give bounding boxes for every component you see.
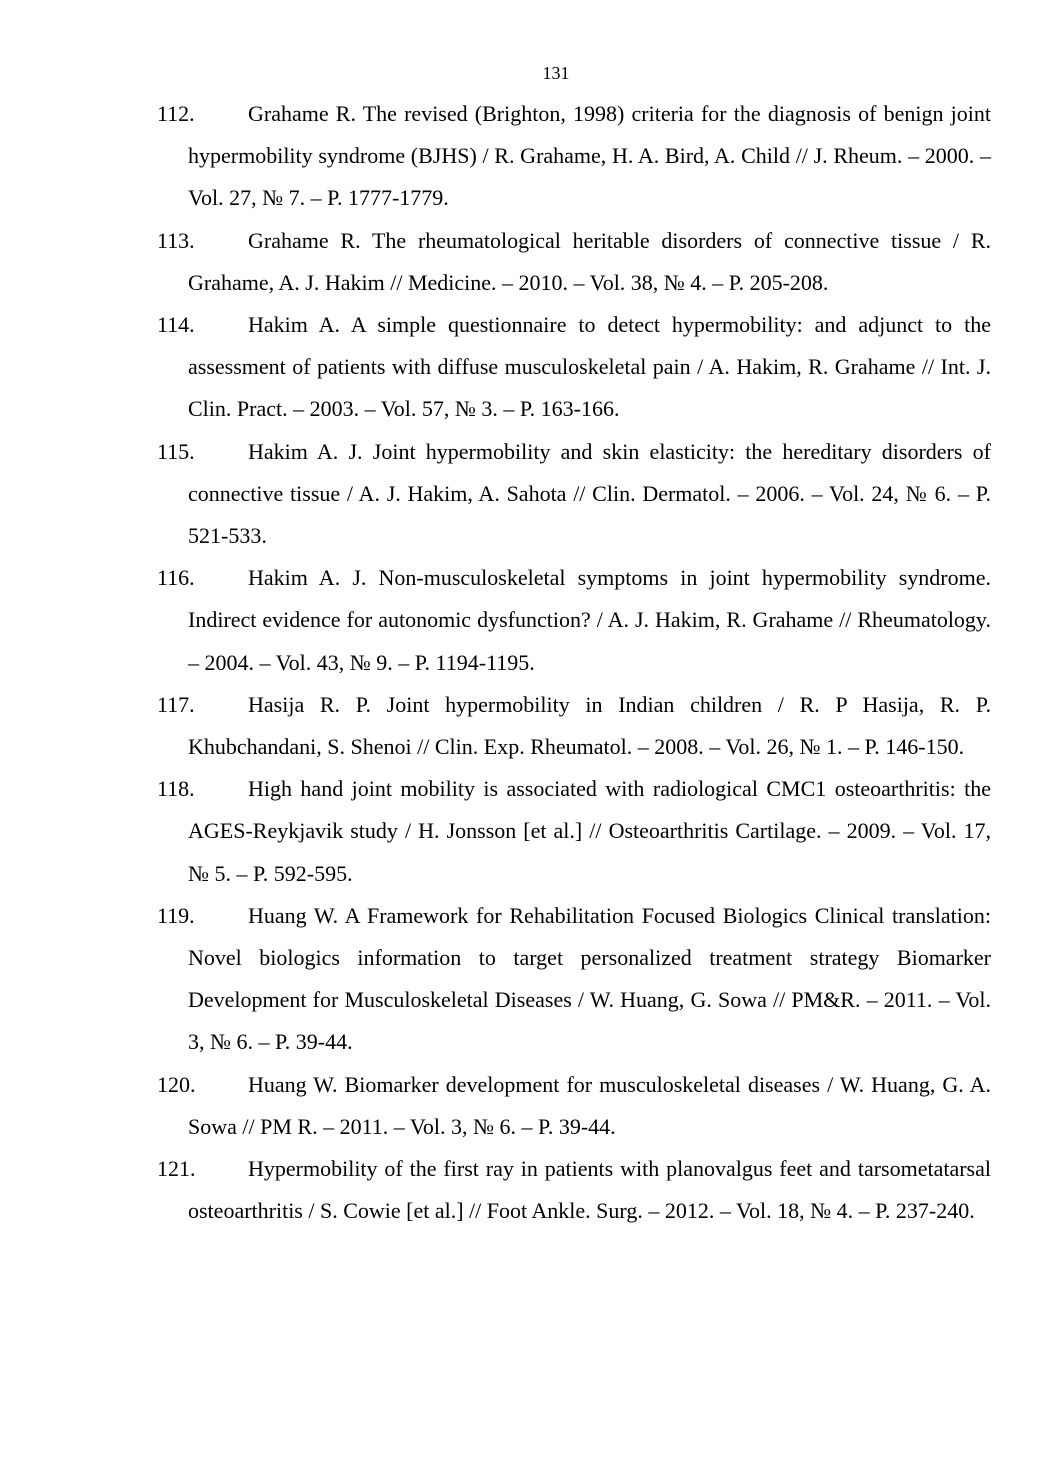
reference-item	[157, 768, 991, 895]
reference-list	[157, 93, 991, 1232]
reference-text: Grahame R. The rheumatological heritable disorders of connective tissue / R. Grahame, A. J. Hakim // Medicine. – 2010. – Vol. 38, № 4. – P. 205-208.	[188, 227, 991, 295]
reference-item	[157, 93, 991, 220]
reference-number: 120.	[157, 1071, 196, 1097]
reference-item	[157, 684, 991, 768]
reference-text: Hakim A. J. Non-musculoskeletal symptoms in joint hypermobility syndrome. Indirect evidence for autonomic dysfunction? / A. J. Hakim, R. Grahame // Rheumatology. – 2004. – Vol. 43, № 9. – P. 1194-1195.	[188, 565, 991, 675]
reference-item	[157, 304, 991, 431]
reference-item	[157, 557, 991, 684]
reference-text: Hakim A. A simple questionnaire to detect hypermobility: and adjunct to the assessment of patients with diffuse musculoskeletal pain / A. Hakim, R. Grahame // Int. J. Clin. Pract. – 2003. – Vol. 57, № 3. – P. 163-166.	[188, 312, 991, 422]
reference-text: Hakim A. J. Joint hypermobility and skin elasticity: the hereditary disorders of connective tissue / A. J. Hakim, A. Sahota // Clin. Dermatol. – 2006. – Vol. 24, № 6. – P. 521-533.	[188, 438, 991, 549]
reference-number: 121.	[157, 1156, 196, 1182]
reference-text: Hypermobility of the first ray in patients with planovalgus feet and tarsometatarsal osteoarthritis / S. Cowie [et al.] // Foot Ankle. Surg. – 2012. – Vol. 18, № 4. – P. 237-240.	[188, 1156, 991, 1224]
reference-text: Hasija R. P. Joint hypermobility in Indian children / R. P Hasija, R. P. Khubchandani, S. Shenoi // Clin. Exp. Rheumatol. – 2008. – Vol. 26, № 1. – P. 146-150.	[188, 691, 991, 760]
reference-text: Huang W. A Framework for Rehabilitation Focused Biologics Clinical translation: Novel biologics information to target personalized treatment strategy Biomarker Development for Musculoskeletal Diseases / W. Huang, G. Sowa // PM&R. – 2011. – Vol. 3, № 6. – P. 39-44.	[188, 902, 991, 1055]
reference-number: 117.	[157, 691, 195, 717]
reference-text: Grahame R. The revised (Brighton, 1998) criteria for the diagnosis of benign joint hypermobility syndrome (BJHS) / R. Grahame, H. A. Bird, A. Child // J. Rheum. – 2000. – Vol. 27, № 7. – P. 1777-1779.	[188, 101, 991, 211]
reference-item	[157, 431, 991, 558]
reference-item	[157, 1148, 991, 1232]
reference-item	[157, 220, 991, 304]
page-number: 131	[542, 63, 570, 83]
reference-item	[157, 895, 991, 1064]
reference-number: 112.	[157, 101, 195, 126]
reference-text: Huang W. Biomarker development for musculoskeletal diseases / W. Huang, G. A. Sowa // PM R. – 2011. – Vol. 3, № 6. – P. 39-44.	[188, 1071, 991, 1139]
reference-number: 118.	[157, 776, 195, 802]
reference-number: 113.	[157, 227, 195, 253]
reference-item	[157, 1064, 991, 1148]
reference-text: High hand joint mobility is associated with radiological CMC1 osteoarthritis: the AGES-Reykjavik study / H. Jonsson [et al.] // Osteoarthritis Cartilage. – 2009. – Vol. 17, № 5. – P. 592-595.	[188, 776, 991, 886]
reference-number: 119.	[157, 902, 195, 928]
reference-number: 116.	[157, 565, 195, 591]
reference-number: 115.	[157, 438, 195, 464]
reference-number: 114.	[157, 312, 195, 338]
